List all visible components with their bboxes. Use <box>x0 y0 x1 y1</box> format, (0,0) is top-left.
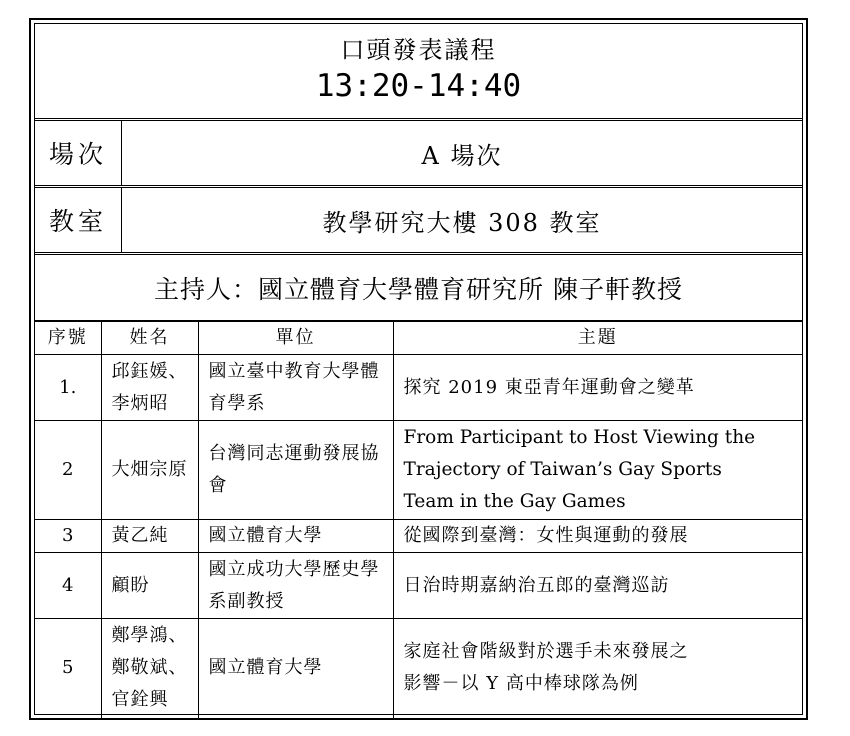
row-topic <box>393 553 802 619</box>
row-unit <box>198 619 393 718</box>
header-name: 姓名 <box>101 322 198 355</box>
row-name <box>101 355 198 421</box>
session-label: 場次 <box>35 121 122 185</box>
agenda-title: 口頭發表議程 <box>340 36 497 64</box>
host-row <box>35 255 802 321</box>
row-no: 3 <box>35 520 101 553</box>
row-unit <box>198 553 393 619</box>
name-line: 黃乙純 <box>111 525 169 546</box>
row-topic <box>393 355 802 421</box>
row-name <box>101 520 198 553</box>
row-no: 4 <box>35 553 101 619</box>
session-row <box>35 121 802 188</box>
unit-line: 系副教授 <box>208 590 285 612</box>
unit-line: 育學系 <box>208 392 266 414</box>
presentation-table <box>35 321 802 718</box>
topic-line: Trajectory of Taiwan’s Gay Sports <box>403 459 722 480</box>
agenda-inner-frame <box>34 23 803 715</box>
table-row <box>35 553 802 619</box>
topic-line: From Participant to Host Viewing the <box>403 427 756 448</box>
host-text: 主持人：國立體育大學體育研究所 陳子軒教授 <box>154 274 683 304</box>
name-line: 顧盼 <box>111 574 150 596</box>
unit-line: 國立成功大學歷史學 <box>208 558 380 580</box>
topic-line: 從國際到臺灣：女性與運動的發展 <box>403 525 689 546</box>
table-header-row <box>35 322 802 355</box>
header-unit: 單位 <box>198 322 393 355</box>
header-topic: 主題 <box>393 322 802 355</box>
unit-line: 台灣同志運動發展協 <box>208 443 380 464</box>
name-line: 李炳昭 <box>111 392 169 414</box>
header-no: 序號 <box>35 322 101 355</box>
agenda-time: 13:20-14:40 <box>315 68 522 104</box>
row-topic <box>393 421 802 520</box>
row-name <box>101 421 198 520</box>
unit-line: 會 <box>208 475 228 496</box>
room-label: 教室 <box>35 188 122 252</box>
agenda-frame <box>29 18 808 720</box>
table-row <box>35 520 802 553</box>
row-name <box>101 619 198 718</box>
room-row <box>35 188 802 255</box>
row-name <box>101 553 198 619</box>
session-value: A 場次 <box>421 141 503 170</box>
topic-line: 影響－以 Y 高中棒球隊為例 <box>403 673 639 695</box>
row-unit <box>198 421 393 520</box>
topic-line: 家庭社會階級對於選手未來發展之 <box>403 641 689 663</box>
name-line: 鄭敬斌、 <box>111 657 188 679</box>
agenda-header <box>35 24 802 121</box>
topic-line: Team in the Gay Games <box>403 491 626 512</box>
room-value: 教學研究大樓 308 教室 <box>322 208 602 237</box>
name-line: 大畑宗原 <box>111 459 188 480</box>
table-row <box>35 355 802 421</box>
unit-line: 國立臺中教育大學體 <box>208 360 380 382</box>
name-line: 鄭學鴻、 <box>111 625 188 647</box>
topic-line: 探究 2019 東亞青年運動會之變革 <box>403 376 695 398</box>
row-no: 1. <box>35 355 101 421</box>
table-row <box>35 421 802 520</box>
name-line: 官銓興 <box>111 689 169 711</box>
row-topic <box>393 619 802 718</box>
unit-line: 國立體育大學 <box>208 657 323 679</box>
name-line: 邱鈺媛、 <box>111 360 188 382</box>
row-topic <box>393 520 802 553</box>
row-unit <box>198 355 393 421</box>
row-unit <box>198 520 393 553</box>
topic-line: 日治時期嘉納治五郎的臺灣巡訪 <box>403 574 670 596</box>
row-no: 5 <box>35 619 101 718</box>
row-no: 2 <box>35 421 101 520</box>
unit-line: 國立體育大學 <box>208 525 323 546</box>
table-row <box>35 619 802 718</box>
